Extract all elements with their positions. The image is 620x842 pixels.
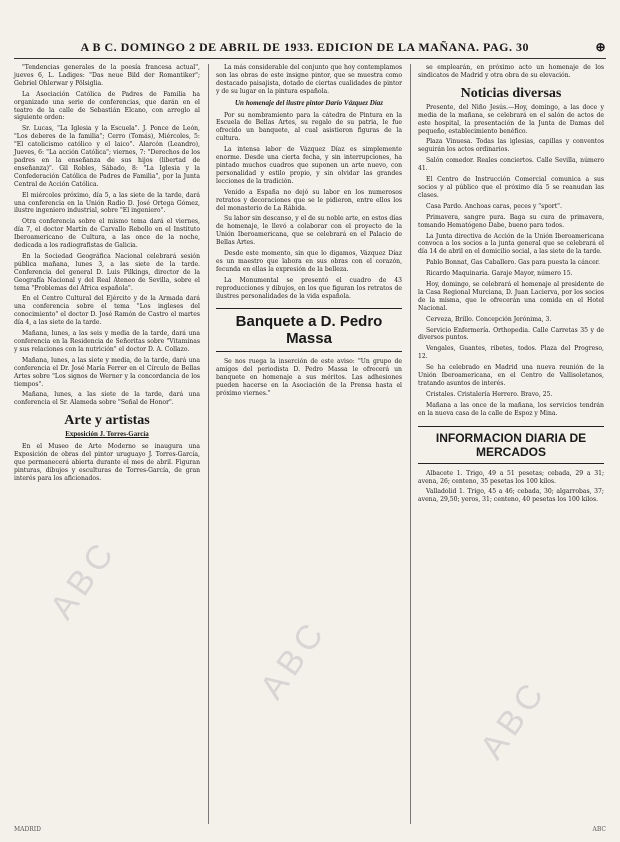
paragraph: Otra conferencia sobre el mismo tema dará el viernes, día 7, el doctor Martín de Carvallo Rebollo en el Instituto Iberoamericano de Cultura, a las once de la noche, dedicada a los radiografistas de Galicia. — [14, 218, 200, 250]
paragraph: Casa Pardo. Anchoas caras, peces y "sport". — [426, 202, 562, 210]
subheading-exposicion: Exposición J. Torres-García — [65, 430, 149, 439]
footer-left: MADRID — [14, 826, 41, 833]
paragraph: Valladolid 1. Trigo, 45 a 46; cebada, 30; algarrobas, 37; avena, 29,50; yeros, 31; centeno, 40 pesetas los 100 kilos. — [418, 488, 604, 504]
paragraph: Se ha celebrado en Madrid una nueva reunión de la Unión Iberoamericana, en el Centro de Vallisoletanos, tratando asuntos de interés. — [418, 364, 604, 387]
paragraph: Cerveza, Brillo. Concepción Jerónima, 3. — [426, 315, 552, 323]
paragraph: Desde este momento, sin que lo digamos, Vázquez Díaz es un maestro que labora en sus obras con el corazón, fecunda en ellas la expresión de la belleza. — [216, 250, 402, 273]
column-divider — [410, 64, 411, 824]
page-footer — [14, 826, 606, 833]
paragraph: En el Museo de Arte Moderno se inaugura una Exposición de obras del pintor uruguayo J. Torres-García, que permanecerá abierta durante el mes de abril. Figuran pinturas, dibujos y esculturas de Torres-García, de gran interés para los aficionados. — [14, 443, 200, 482]
subheading-homenaje: Un homenaje del ilustre pintor Darío Vázquez Díaz — [235, 98, 383, 107]
watermark: ABC — [252, 612, 335, 707]
paragraph: En el Centro Cultural del Ejército y de la Armada dará una conferencia sobre el tema "Los ingleses del conocimiento" el doctor D. José Ramón de Castro el martes día 4, a las siete de la tarde. — [14, 295, 200, 327]
paragraph: La más considerable del conjunto que hoy contemplamos son las obras de este insigne pintor, que se muestra como destacado paisajista, dotado de ciertas cualidades de pintor y de su lugar en la pintura española. — [216, 64, 402, 95]
section-heading-noticias: Noticias diversas — [460, 85, 562, 101]
paragraph: Mañana a las once de la mañana, los servicios tendrán en la nueva casa de la calle de Espoz y Mina. — [418, 401, 604, 417]
paragraph: Cristales. Cristalería Herrero. Bravo, 25. — [426, 390, 553, 398]
paragraph: Primavera, sangre pura. Baga su cura de primavera, tomando Hematógeno Dabe, bueno para todos. — [418, 213, 604, 229]
paragraph: Su labor sin descanso, y el de su noble arte, en estos días de homenaje, le llevó a colaborar con el proyecto de la Unión Iberoamericana, que se celebrará en el Palacio de Bellas Artes. — [216, 215, 403, 247]
paragraph: La intensa labor de Vázquez Díaz es simplemente enorme. Desde una cierta fecha, y sin interrupciones, ha pintado muchos cuadros que suponen un arte nuevo, con personalidad y estilo propio, y sin olvidar las grandes lecciones de la tradición. — [216, 146, 402, 185]
paragraph: Salón comedor. Reales conciertos. Calle Sevilla, número 41. — [418, 157, 604, 173]
page-header — [14, 40, 606, 55]
header-rule — [14, 58, 606, 59]
paragraph: Mañana, lunes, a las siete de la tarde, dará una conferencia el Sr. Alameda sobre "Señal de Honor". — [14, 391, 200, 407]
column-1 — [14, 64, 200, 486]
paragraph: La Junta directiva de Acción de la Unión Iberoamericana convoca a los socios a la junta general que se celebrará el día 14 de abril en el domicilio social, a las siete de la tarde. — [418, 232, 604, 256]
watermark: ABC — [42, 532, 125, 627]
paragraph: Presente, del Niño Jesús.—Hoy, domingo, a las doce y media de la mañana, se celebrará en el salón de actos de este hospital, la presentación de la Junta de Damas del pequeño, establecimiento benéfico. — [418, 103, 604, 135]
paragraph: Mañana, lunes, a las seis y media de la tarde, dará una conferencia en la Residencia de Señoritas sobre "Vitaminas y sus relaciones con la nutrición" el doctor D. A. Collazo. — [14, 330, 200, 353]
paragraph: Mañana, lunes, a las siete y media, de la tarde, dará una conferencia el Dr. José María Ferrer en el Círculo de Bellas Artes sobre "Los signos de Werner y la concordancia de los tiempos". — [14, 356, 200, 388]
paragraph: El Centro de Instrucción Comercial comunica a sus socios y al público que el próximo día 5 se reanudan las clases. — [418, 176, 604, 199]
column-3 — [418, 64, 604, 507]
paragraph: Vengales, Guantes, ribetes, todos. Plaza del Progreso, 12. — [418, 345, 604, 361]
paragraph: Venido a España no dejó su labor en los numerosos retratos y decoraciones que se le pidieron, entre ellos los del monasterio de La Rábida. — [216, 188, 402, 212]
paragraph: "Tendencias generales de la poesía francesa actual", jueves 6, L. Ladiges: "Das neue Bild der Romantiker"; Gebriel Ohlerwar y Pölsiglia. — [14, 64, 200, 87]
column-2 — [216, 64, 402, 401]
paragraph: Por su nombramiento para la cátedra de Pintura en la Escuela de Bellas Artes, su regalo de su patria, le fue ofrecido un banquete, al cual asistieron figuras de la cultura. — [216, 111, 402, 143]
paragraph: Albacete 1. Trigo, 49 a 51 pesetas; cebada, 29 a 31; avena, 26; centeno, 35 pesetas los 100 kilos. — [418, 469, 604, 485]
banquete-box — [216, 308, 402, 352]
paragraph: Se nos ruega la inserción de este aviso: "Un grupo de amigos del periodista D. Pedro Massa le ofrecerá un banquete en homenaje a sus méritos. Las adhesiones pueden hacerse en la Asociación de la Prensa hasta el próximo viernes." — [216, 358, 402, 398]
paragraph: La Monumental se presentó el cuadro de 43 reproducciones y dibujos, en los que figuran los retratos de ilustres personalidades de la vida española. — [216, 276, 402, 300]
watermark: ABC — [472, 672, 555, 767]
header-mark: ⊕ — [595, 40, 606, 54]
mercados-box — [418, 426, 604, 464]
section-heading-arte: Arte y artistas — [64, 413, 150, 429]
footer-right: ABC — [592, 826, 606, 833]
paragraph: Ricardo Maquinaria. Garaje Mayor, número 15. — [426, 270, 573, 278]
section-heading-banquete: Banquete a D. Pedro Massa — [235, 313, 383, 348]
paragraph: se emplearán, en próximo acto un homenaje de los sindicatos de Madrid y otra obra de su elevación. — [418, 64, 604, 79]
paragraph: Plaza Vinuesa. Todas las iglesias, capillas y conventos seguirán los actos ordinarios. — [418, 138, 604, 154]
column-divider — [208, 64, 209, 824]
paragraph: Servicio Enfermería. Orthopedia. Calle Carretas 35 y de diversos puntos. — [418, 326, 604, 342]
page-title: A B C. DOMINGO 2 DE ABRIL DE 1933. EDICION DE LA MAÑANA. PAG. 30 — [80, 40, 529, 54]
section-heading-mercados: INFORMACION DIARIA DE MERCADOS — [435, 430, 587, 459]
paragraph: El miércoles próximo, día 5, a las siete de la tarde, dará una conferencia en la Unión Radio D. José Ortega Gómez, ilustre ingeniero industrial, sobre "El ingeniero". — [14, 191, 200, 215]
paragraph: Pablo Bonnat, Gas Caballero. Gas para puesta la cáncer. — [426, 259, 600, 267]
paragraph: Sr. Lucas, "La Iglesia y la Escuela". J. Ponce de León, "Los deberes de la familia"; Cerro (Tomás), Miércoles, 5: "El catolicismo católico y el laico". Alarcón (Leandro), Jueves, 6: "La acción Católica"; viernes, 7: "Derechos de los padres en la enseñanza de sus hijos (libertad de enseñanza)". Gil Robles, Sábado, 8: "La Iglesia y la Confederación Católica de Padres de Familia", por la Junta Central de Acción Católica. — [14, 125, 200, 188]
paragraph: En la Sociedad Geográfica Nacional celebrará sesión pública mañana, lunes 3, a las siete de la tarde. Conferencia del general D. Luis Pilkings, director de la Geografía Nacional y del Real Ateneo de Sevilla, sobre el tema "Problemas del África española". — [14, 252, 200, 292]
paragraph: Hoy, domingo, se celebrará el homenaje al presidente de la Casa Regional Murciana, D. Juan Lacierva, por los socios de la misma, que le ofrecerán una comida en el Hotel Nacional. — [418, 281, 604, 312]
paragraph: La Asociación Católica de Padres de Familia ha organizado una serie de conferencias, que darán en el teatro de la calle de Sebastián Elcano, con arreglo al siguiente orden: — [14, 90, 200, 122]
